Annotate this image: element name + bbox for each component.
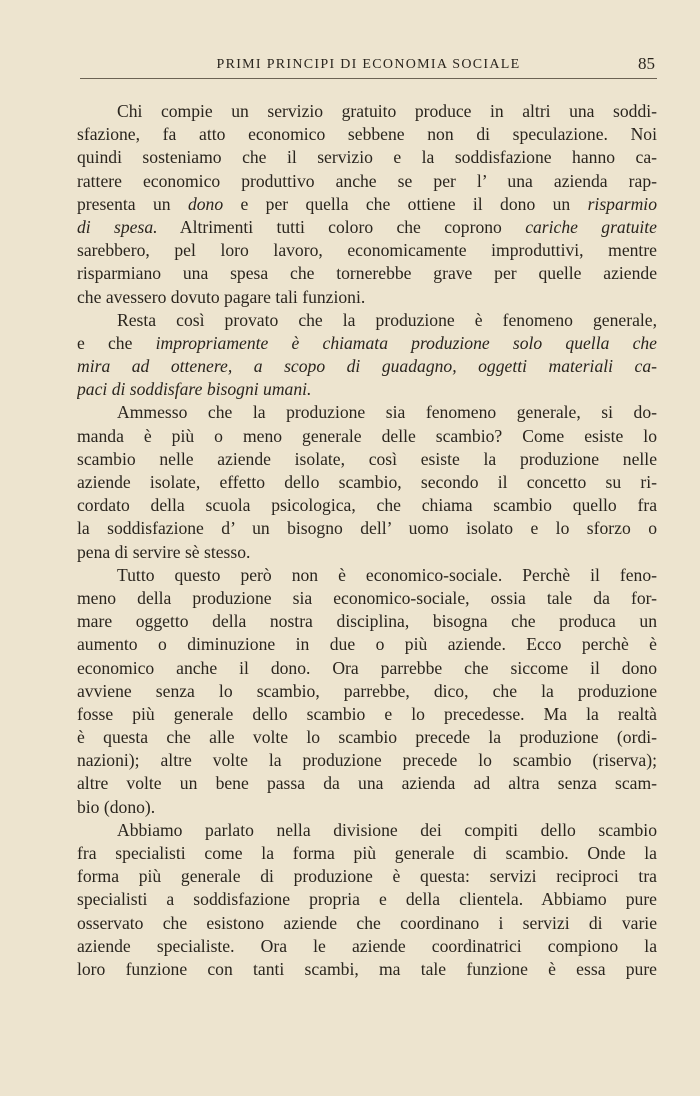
italic-text-segment: cariche gratuite <box>525 216 657 237</box>
text-segment: loro funzione con tanti scambi, ma tale funzione è essa pure <box>77 958 657 979</box>
text-segment: mare oggetto della nostra disciplina, bisogna che produca un <box>77 611 657 632</box>
text-line <box>77 170 657 193</box>
text-line <box>77 680 657 703</box>
text-segment: scambio nelle aziende isolate, così esiste la produzione nelle <box>77 448 657 469</box>
text-line <box>77 633 657 656</box>
text-line <box>77 286 657 309</box>
text-line <box>77 564 657 587</box>
text-segment: Tutto questo però non è economico-sociale. Perchè il feno- <box>117 564 657 585</box>
text-line <box>77 494 657 517</box>
text-line <box>77 935 657 958</box>
text-segment: aumento o diminuzione in due o più aziende. Ecco perchè è <box>77 634 657 655</box>
text-segment: aziende isolate, effetto dello scambio, secondo il concetto su ri- <box>77 472 657 492</box>
running-title: PRIMI PRINCIPI DI ECONOMIA SOCIALE <box>216 57 521 72</box>
body-text <box>77 100 657 981</box>
text-segment: fra specialisti come la forma più generale di scambio. Onde la <box>77 843 657 863</box>
text-segment: la soddisfazione d’ un bisogno dell’ uomo isolato e lo sforzo o <box>77 518 657 539</box>
italic-text-segment: di spesa. <box>77 216 158 237</box>
italic-text-segment: dono <box>187 193 224 214</box>
text-line <box>77 657 657 680</box>
text-line <box>77 355 657 378</box>
text-segment: forma più generale di produzione è questa: servizi reciproci tra <box>77 866 657 887</box>
text-segment: altre volte un bene passa da una azienda ad altra senza scam- <box>77 773 657 794</box>
text-segment: manda è più o meno generale delle scambio? Come esiste lo <box>77 425 657 446</box>
text-line <box>77 401 657 424</box>
text-line <box>77 239 657 262</box>
text-segment: bio (dono). <box>77 796 156 817</box>
text-segment: specialisti a soddisfazione propria e della clientela. Abbiamo pure <box>77 889 657 910</box>
text-segment: aziende specialiste. Ora le aziende coordinatrici compiono la <box>77 935 657 956</box>
text-segment: nazioni); altre volte la produzione precede lo scambio (riserva); <box>77 750 657 771</box>
text-line <box>77 193 657 216</box>
text-line <box>77 123 657 146</box>
text-segment: rattere economico produttivo anche se per l’ una azienda rap- <box>77 170 657 191</box>
text-line <box>77 425 657 448</box>
italic-text-segment: mira ad ottenere, a scopo di guadagno, oggetti materiali ca- <box>77 356 657 377</box>
text-segment: sfazione, fa atto economico sebbene non di speculazione. Noi <box>77 124 657 145</box>
text-line <box>77 378 657 401</box>
text-segment: cordato della scuola psicologica, che chiama scambio quello fra <box>77 495 657 516</box>
text-line <box>77 888 657 911</box>
text-line <box>77 587 657 610</box>
text-line <box>77 726 657 749</box>
italic-text-segment: impropriamente è chiamata produzione solo quella che <box>155 332 657 353</box>
text-line <box>77 958 657 981</box>
text-segment: economico anche il dono. Ora parrebbe che siccome il dono <box>77 657 657 678</box>
text-segment: Ammesso che la produzione sia fenomeno generale, si do- <box>117 402 657 423</box>
text-line <box>77 262 657 285</box>
text-line <box>77 541 657 564</box>
text-line <box>77 216 657 239</box>
text-line <box>77 703 657 726</box>
text-segment: osservato che esistono aziende che coordinano i servizi di varie <box>77 912 657 933</box>
text-segment: quindi sosteniamo che il servizio e la soddisfazione hanno ca- <box>77 147 657 168</box>
text-line <box>77 772 657 795</box>
text-segment: pena di servire sè stesso. <box>77 541 251 562</box>
text-line <box>77 796 657 819</box>
text-segment: fosse più generale dello scambio e lo precedesse. Ma la realtà <box>77 703 657 724</box>
text-line <box>77 912 657 935</box>
text-segment: avviene senza lo scambio, parrebbe, dico, che la produzione <box>77 680 657 701</box>
text-segment: e che <box>77 332 156 353</box>
text-segment: e per quella che ottiene il dono un <box>223 193 588 214</box>
text-line <box>77 100 657 123</box>
text-segment: sarebbero, pel loro lavoro, economicamente improduttivi, mentre <box>77 240 657 261</box>
text-segment: presenta un <box>77 193 188 214</box>
text-segment: Chi compie un servizio gratuito produce in altri una soddi- <box>117 101 657 121</box>
italic-text-segment: risparmio <box>587 193 657 214</box>
text-line <box>77 749 657 772</box>
text-line <box>77 146 657 169</box>
page-number: 85 <box>638 54 655 73</box>
italic-text-segment: paci di soddisfare bisogni umani. <box>77 379 312 400</box>
text-segment: risparmiano una spesa che tornerebbe grave per quelle aziende <box>77 263 657 284</box>
text-line <box>77 309 657 332</box>
running-head <box>80 52 657 79</box>
text-line <box>77 471 657 494</box>
text-line <box>77 865 657 888</box>
text-segment: è questa che alle volte lo scambio precede la produzione (ordi- <box>77 727 657 748</box>
text-line <box>77 819 657 842</box>
text-segment: Resta così provato che la produzione è fenomeno generale, <box>117 309 657 330</box>
text-segment: Altrimenti tutti coloro che coprono <box>157 216 526 237</box>
text-line <box>77 610 657 633</box>
text-segment: che avessero dovuto pagare tali funzioni. <box>77 286 366 307</box>
text-line <box>77 448 657 471</box>
text-segment: Abbiamo parlato nella divisione dei compiti dello scambio <box>117 819 657 840</box>
text-line <box>77 842 657 865</box>
text-line <box>77 517 657 540</box>
text-segment: meno della produzione sia economico-sociale, ossia tale da for- <box>77 587 657 608</box>
text-line <box>77 332 657 355</box>
